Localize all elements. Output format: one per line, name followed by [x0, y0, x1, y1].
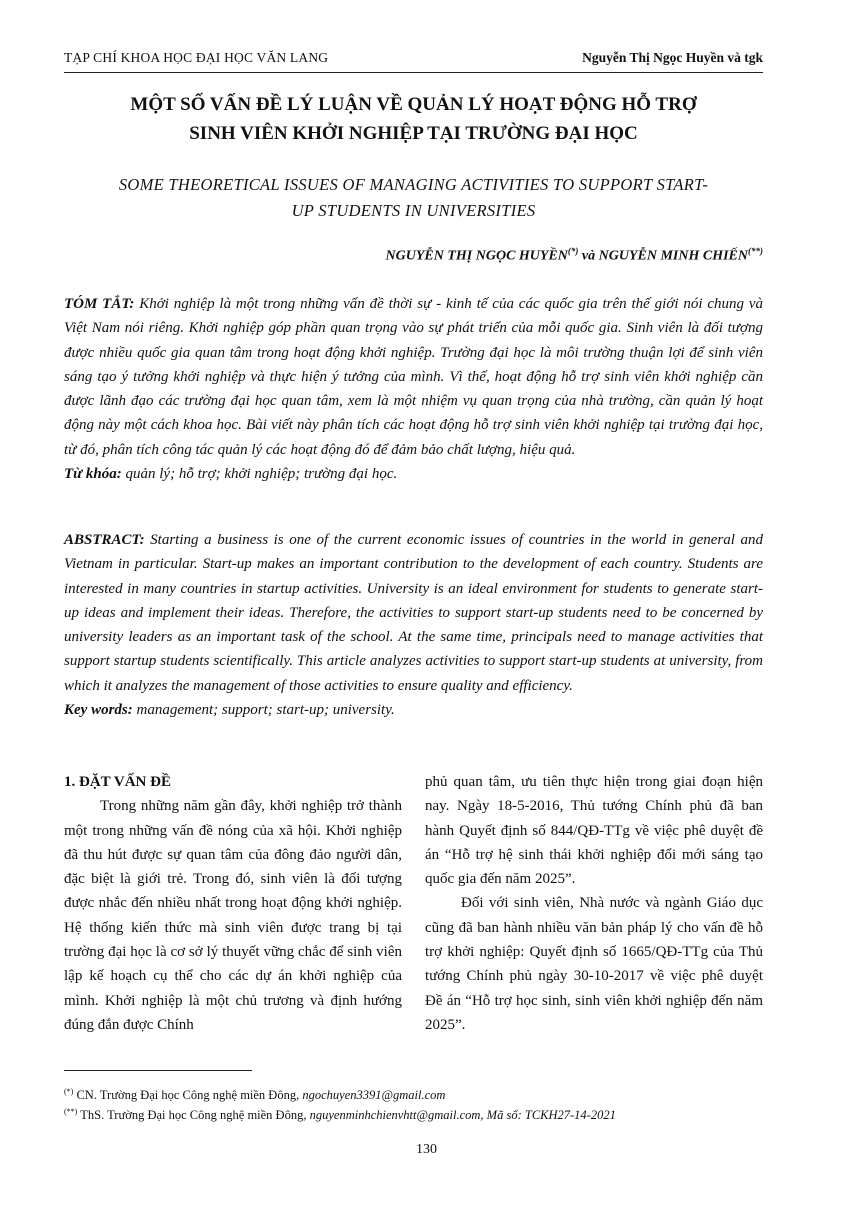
vi-abstract-text: Khởi nghiệp là một trong những vấn đề thời sự - kinh tế của các quốc gia trên thế giới nói chung và Việt Nam nói riêng. Khởi nghiệp góp phần quan trọng vào sự phát triển của mỗi quốc gia. Sinh viên là đối tượng được nhiều quốc gia quan tâm trong hoạt động khởi nghiệp. Trường đại học là môi trường thuận lợi để sinh viên sáng tạo ý tưởng khởi nghiệp và thực hiện ý tưởng của mình. Vì thế, hoạt động hỗ trợ sinh viên khởi nghiệp cần được lãnh đạo các trường đại học quan tâm, xem là một nhiệm vụ quan trọng của nhà trường, cần quản lý hoạt động này một cách khoa học. Bài viết này phân tích các hoạt động hỗ trợ sinh viên khởi nghiệp tại trường đại học, từ đó, phân tích công tác quản lý các hoạt động đó để đảm bảo chất lượng, hiệu quả. [64, 296, 763, 458]
header-divider [64, 72, 763, 73]
journal-name: TẠP CHÍ KHOA HỌC ĐẠI HỌC VĂN LANG [64, 50, 329, 65]
vi-keywords-text: quản lý; hỗ trợ; khởi nghiệp; trường đại học. [121, 466, 398, 483]
article-title [64, 90, 763, 148]
en-keywords-label: Key words: [64, 702, 133, 719]
vietnamese-abstract [64, 292, 763, 486]
vi-keywords [64, 462, 763, 486]
author-1-mark: (*) [567, 246, 579, 256]
body-paragraph-1: Trong những năm gần đây, khởi nghiệp trở thành một trong những vấn đề nóng của xã hội. Khởi nghiệp đã thu hút được sự quan tâm của đông đảo người dân, đặc biệt là giới trẻ. Trong đó, sinh viên là đối tượng được nhắc đến nhiều nhất trong hoạt động khởi nghiệp. Hệ thống kiến thức mà sinh viên được trang bị tại trường đại học là cơ sở lý thuyết vững chắc để sinh viên lập kế hoạch cụ thể cho các dự án khởi nghiệp của mình. Khởi nghiệp là một chủ trương và định hướng đúng đắn được Chính [64, 798, 402, 1033]
body-column-left [64, 770, 402, 1037]
author-1: NGUYỄN THỊ NGỌC HUYỀN [385, 248, 568, 264]
vi-keywords-label: Từ khóa: [64, 466, 122, 483]
body-paragraph-2: Đối với sinh viên, Nhà nước và ngành Giáo dục cũng đã ban hành nhiều văn bản pháp lý cho vấn đề hỗ trợ khởi nghiệp: Quyết định số 1665/QĐ-TTg của Thủ tướng Chính phủ ngày 30-10-2017 về việc phê duyệt Đề án “Hỗ trợ học sinh, sinh viên khởi nghiệp đến năm 2025”. [425, 895, 763, 1033]
en-abstract-label: ABSTRACT: [64, 532, 145, 548]
author-2-mark: (**) [748, 246, 763, 256]
footnote-divider [64, 1070, 252, 1071]
title-line-1: MỘT SỐ VẤN ĐỀ LÝ LUẬN VỀ QUẢN LÝ HOẠT ĐỘNG HỖ TRỢ [130, 94, 697, 115]
author-2: NGUYỄN MINH CHIẾN [598, 248, 748, 264]
en-keywords [64, 698, 763, 722]
vi-abstract-label: TÓM TẮT: [64, 296, 135, 312]
en-keywords-text: management; support; start-up; university. [132, 702, 395, 719]
footnote-2 [64, 1102, 616, 1125]
footnote-1-email: ngochuyen3391@gmail.com [302, 1088, 446, 1103]
english-abstract [64, 528, 763, 722]
page-number: 130 [416, 1142, 437, 1157]
footnote-1-mark: (*) [64, 1087, 74, 1096]
author-line [386, 246, 763, 265]
running-author: Nguyễn Thị Ngọc Huyền và tgk [582, 50, 763, 65]
author-conjunction: và [578, 248, 599, 264]
footnote-2-text: ThS. Trường Đại học Công nghệ miền Đông, [77, 1108, 310, 1123]
english-title-line-1: SOME THEORETICAL ISSUES OF MANAGING ACTIVITIES TO SUPPORT START- [118, 175, 709, 194]
footnote-2-email: nguyenminhchienvhtt@gmail.com, Mã số: TCKH27-14-2021 [309, 1108, 616, 1123]
footnote-1-text: CN. Trường Đại học Công nghệ miền Đông, [73, 1088, 303, 1103]
body-column-right [425, 770, 763, 1037]
title-line-2: SINH VIÊN KHỞI NGHIỆP TẠI TRƯỜNG ĐẠI HỌC [189, 123, 638, 144]
en-abstract-text: Starting a business is one of the current economic issues of countries in the world in general and Vietnam in particular. Start-up makes an important contribution to the development of each country. Students are interested in many countries in startup activities. University is an ideal environment for students to generate start-up ideas and implement their ideas. Therefore, the activities to support start-up students need to be concerned by university leaders as an important task of the school. At the same time, principals need to manage activities that support startup students scientifically. This article analyzes activities to support start-up students at university, from which it analyzes the management of those activities to ensure quality and efficiency. [64, 532, 763, 694]
footnote-2-mark: (**) [64, 1107, 78, 1116]
body-paragraph-1-continued: phủ quan tâm, ưu tiên thực hiện trong giai đoạn hiện nay. Ngày 18-5-2016, Thủ tướng Chính phủ đã ban hành Quyết định số 844/QĐ-TTg về việc phê duyệt đề án “Hỗ trợ hệ sinh thái khởi nghiệp đổi mới sáng tạo quốc gia đến năm 2025”. [425, 774, 763, 888]
english-title-line-2: UP STUDENTS IN UNIVERSITIES [291, 201, 536, 220]
english-title [64, 172, 763, 224]
section-heading: 1. ĐẶT VẤN ĐỀ [64, 774, 171, 790]
